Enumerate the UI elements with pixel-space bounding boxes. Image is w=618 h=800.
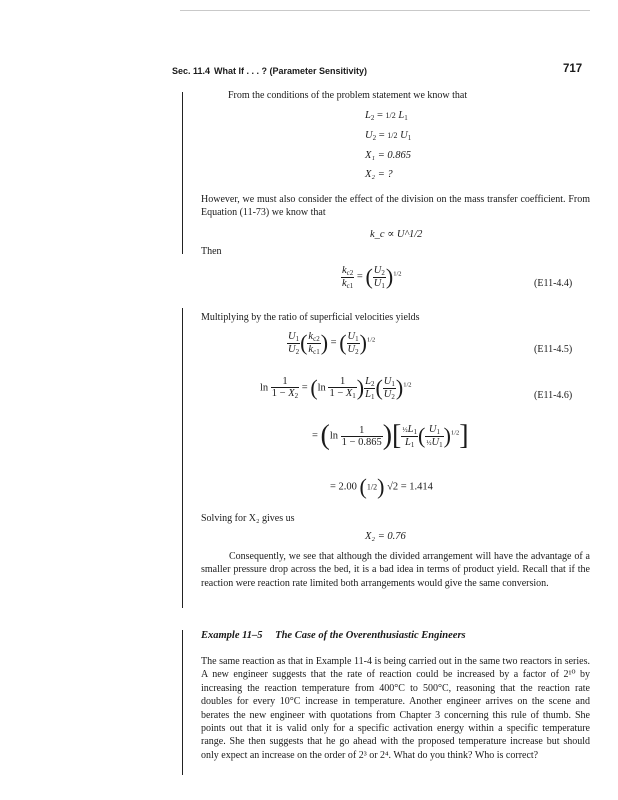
example-title: The Case of the Overenthusiastic Engineers [275, 630, 466, 641]
mass-transfer-paragraph: However, we must also consider the effect of the division on the mass transfer coefficient. From Equation (11-73) we know that [201, 194, 590, 219]
l2-lhs-symbol: L [365, 110, 371, 121]
result-sqrt: √2 [387, 481, 399, 493]
margin-bar [182, 308, 183, 608]
u2-lhs-symbol: U [365, 130, 373, 141]
page-number: 717 [563, 63, 583, 75]
solving-text: Solving for X₂ gives us [201, 513, 295, 524]
top-rule [180, 10, 590, 11]
u2-rhs-symbol: U [400, 130, 408, 141]
example-body: The same reaction as that in Example 11-4 is being carried out in the same two reactors in series. A new engineer suggests that the rate of reaction could be increased by a factor of 2¹⁰ by increasing the reaction temperature from 400°C to 500°C, reasoning that the reaction rate doubles for every 10°C increase in temperature. Another engineer arrives on the scene and berates the new engineer with quotations from Chapter 3 concerning this rule of thumb. She points out that it is valid only for a specific activation energy within a specific temperature range. She then suggests that he go ahead with the proposed temperature increase but should only expect an increase on the order of 2³ or 2⁴. What do you think? Who is correct? [201, 656, 590, 761]
example-number: Example 11–5 [201, 630, 263, 641]
equation-e4: $\frac{k_{c2}}{k_{c1}}$ = ( $\frac{U_2}{U_1}$ )$^{1/2}$ [342, 264, 402, 290]
section-title: What If . . . ? (Parameter Sensitivity) [214, 66, 368, 76]
section-label: Sec. 11.4 [172, 66, 211, 76]
given-l2: $L_2 = 1/2$ $L_1$ [365, 110, 408, 122]
example-heading [201, 630, 476, 641]
margin-bar [182, 630, 183, 775]
l2-rhs-symbol: L [398, 110, 405, 121]
eq-label-e6: (E11-4.6) [534, 390, 573, 401]
given-u2: $U_2 = 1/2$ $U_1$ [365, 130, 412, 142]
ln-denominator: 1 − 0.865 [341, 436, 382, 448]
eq-label-e5: (E11-4.5) [534, 344, 573, 355]
multiplying-text: Multiplying by the ratio of superficial velocities yields [201, 312, 420, 323]
equation-e5: $\frac{U_1}{U_2}$ ( $\frac{k_{c2}}{k_{c1}}$ ) = ( $\frac{U_1}{U_2}$ )$^{1/2}$ [288, 330, 376, 356]
equation-e6: ln $\frac{1}{1 - X_2}$ = (ln $\frac{1}{1 - X_1}$ ) $\frac{L_2}{L_1}$ ( $\frac{U_1}{U_2}$ )$^{1/2}$ [260, 375, 412, 401]
intro-text: From the conditions of the problem statement we know that [228, 90, 468, 101]
consequently-paragraph: Consequently, we see that although the divided arrangement will have the advantage of a smaller pressure drop across the bed, it is a bad idea in terms of product yield. Recall that if the reaction were reaction rate limited both arrangements would give the same conversion. [201, 551, 590, 589]
l2-fraction: 1/2 [385, 111, 396, 120]
margin-bar [182, 92, 183, 254]
u2-fraction: 1/2 [387, 131, 398, 140]
substitution-eq: = (ln $\frac{1}{1 - 0.865}$ )[ $\frac{\frac{1}{2}L_1}{L_1}$ ( $\frac{U_1}{\frac{1}{2}U_1}$ )$^{1/2}$] [312, 420, 469, 451]
result-eq: = 2.00 (1/2) √2 = 1.414 [330, 474, 433, 499]
result-coefficient: = 2.00 [330, 481, 357, 493]
given-x2: X₂ = ? [365, 169, 393, 180]
then-label: Then [201, 246, 222, 257]
proportional-eq: k_c ∝ U^1/2 [370, 229, 423, 240]
x2-result: X₂ = 0.76 [365, 531, 406, 542]
given-x1: X₁ = 0.865 [365, 150, 412, 161]
result-value: = 1.414 [400, 481, 433, 493]
eq-label-e4: (E11-4.4) [534, 278, 573, 289]
result-half: 1/2 [366, 482, 378, 492]
